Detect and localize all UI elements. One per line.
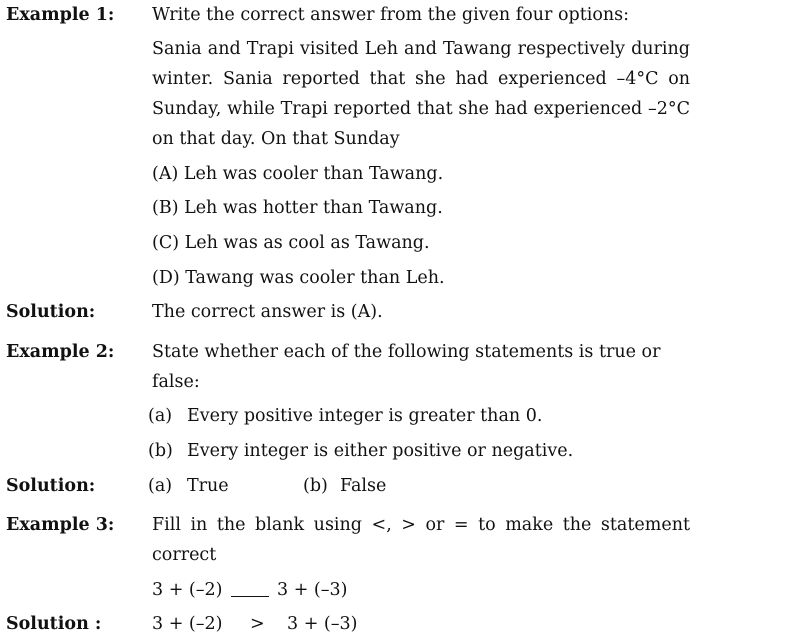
example-1-solution-label: Solution: <box>6 302 96 322</box>
example-1-question: Sania and Trapi visited Leh and Tawang respectively during winter. Sania reported that she had experienced –4°C on Sunday, while Trapi reported that she had experienced –2°C on that day. On that Sunday <box>152 39 690 149</box>
example-2-statement-b-letter: (b) <box>148 441 173 461</box>
example-2-statement-b: Every integer is either positive or negative. <box>187 441 574 461</box>
example-3-statement-left: 3 + (–2) <box>152 580 223 600</box>
example-3-solution-label: Solution : <box>6 614 102 634</box>
example-2-answer-b: False <box>340 476 387 496</box>
example-2-solution-label: Solution: <box>6 476 96 496</box>
example-1-solution: The correct answer is (A). <box>152 302 383 322</box>
example-3-solution-left: 3 + (–2) <box>152 614 223 634</box>
example-3-solution-operator: > <box>250 614 265 634</box>
example-1-prompt: Write the correct answer from the given four options: <box>152 5 630 25</box>
example-3-statement-right: 3 + (–3) <box>277 580 348 600</box>
example-3-solution-right: 3 + (–3) <box>287 614 358 634</box>
example-2-label: Example 2: <box>6 342 115 362</box>
example-3-blank <box>231 596 269 597</box>
example-1-option-d: (D) Tawang was cooler than Leh. <box>152 268 445 288</box>
example-2-question: State whether each of the following statements is true or false: <box>152 342 661 392</box>
example-2-answer-a: True <box>187 476 229 496</box>
example-1-label: Example 1: <box>6 5 115 25</box>
example-1-option-b: (B) Leh was hotter than Tawang. <box>152 198 443 218</box>
example-2-statement-a: Every positive integer is greater than 0. <box>187 406 543 426</box>
example-1-option-a: (A) Leh was cooler than Tawang. <box>152 164 444 184</box>
example-2-answer-b-letter: (b) <box>303 476 328 496</box>
example-3-label: Example 3: <box>6 515 115 535</box>
example-1-option-c: (C) Leh was as cool as Tawang. <box>152 233 430 253</box>
example-2-statement-a-letter: (a) <box>148 406 173 426</box>
example-2-answer-a-letter: (a) <box>148 476 173 496</box>
example-3-question: Fill in the blank using <, > or = to make the statement correct <box>152 515 690 565</box>
